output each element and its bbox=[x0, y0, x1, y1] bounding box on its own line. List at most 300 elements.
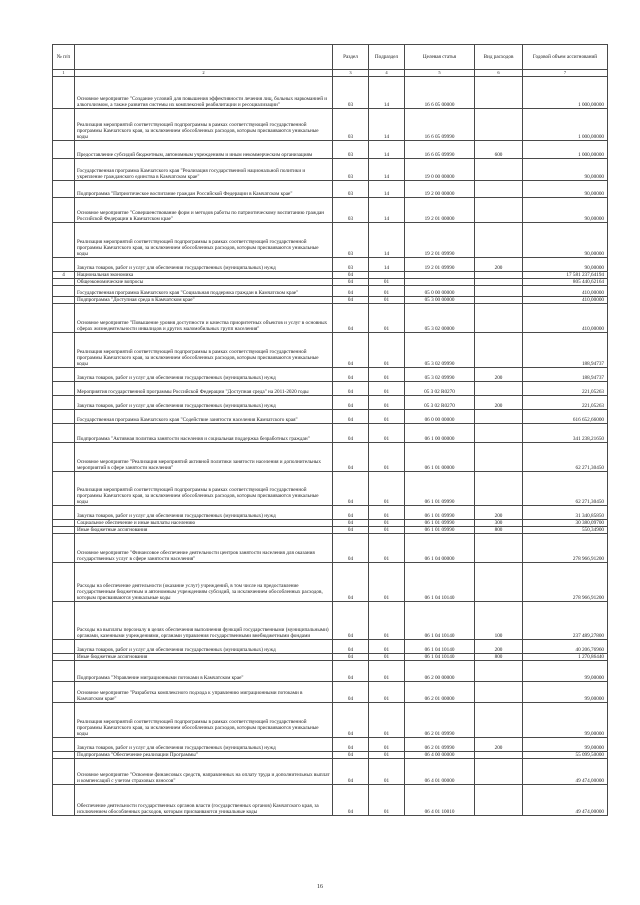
row-amount: 550,34900 bbox=[523, 527, 608, 534]
row-target-article: 06 1 01 00000 bbox=[405, 443, 475, 472]
row-subsection: 01 bbox=[369, 527, 405, 534]
row-subsection: 01 bbox=[369, 759, 405, 785]
row-name: Государственная программа Камчатского края "Содействие занятости населения Камчатского края" bbox=[75, 410, 333, 424]
row-target-article: 06 1 00 00000 bbox=[405, 424, 475, 443]
row-expense-type bbox=[475, 77, 523, 109]
row-expense-type: 200 bbox=[475, 506, 523, 520]
row-name: Расходы на обеспечение деятельности (оказание услуг) учреждений, в том числе на предоставление государственным бюджетным и автономным учреждениям субсидий, за исключением обособленных расходов, которым присваиваются уникальные коды bbox=[75, 563, 333, 602]
table-row bbox=[53, 527, 608, 534]
row-expense-type bbox=[475, 785, 523, 816]
row-subsection: 01 bbox=[369, 640, 405, 654]
row-subsection: 01 bbox=[369, 286, 405, 297]
row-expense-type bbox=[475, 759, 523, 785]
row-name: Подпрограмма "Обеспечение реализации Программы" bbox=[75, 752, 333, 759]
row-expense-type bbox=[475, 304, 523, 333]
row-amount: 410,00000 bbox=[523, 304, 608, 333]
row-target-article: 19 2 01 00000 bbox=[405, 198, 475, 223]
row-amount: 49 474,00000 bbox=[523, 759, 608, 785]
row-amount: 410,00000 bbox=[523, 297, 608, 304]
row-expense-type bbox=[475, 563, 523, 602]
table-row bbox=[53, 472, 608, 506]
header-section: Раздел bbox=[333, 45, 369, 70]
row-number bbox=[53, 368, 75, 382]
table-row bbox=[53, 640, 608, 654]
row-expense-type: 800 bbox=[475, 654, 523, 661]
row-amount: 90,00000 bbox=[523, 159, 608, 181]
row-section: 04 bbox=[333, 752, 369, 759]
row-target-article: 19 2 00 00000 bbox=[405, 181, 475, 198]
row-number bbox=[53, 661, 75, 682]
row-subsection: 14 bbox=[369, 141, 405, 159]
row-subsection: 01 bbox=[369, 424, 405, 443]
table-row bbox=[53, 602, 608, 640]
row-number bbox=[53, 181, 75, 198]
row-subsection: 01 bbox=[369, 534, 405, 563]
row-amount: 55 099,50000 bbox=[523, 752, 608, 759]
row-name: Закупка товаров, работ и услуг для обеспечения государственных (муниципальных) нужд bbox=[75, 368, 333, 382]
row-target-article: 19 2 01 09990 bbox=[405, 223, 475, 258]
row-subsection: 01 bbox=[369, 654, 405, 661]
row-subsection: 01 bbox=[369, 279, 405, 286]
row-name: Закупка товаров, работ и услуг для обеспечения государственных (муниципальных) нужд bbox=[75, 396, 333, 410]
row-name: Закупка товаров, работ и услуг для обеспечения государственных (муниципальных) нужд bbox=[75, 506, 333, 520]
column-number: 4 bbox=[369, 70, 405, 77]
row-target-article bbox=[405, 279, 475, 286]
table-row bbox=[53, 304, 608, 333]
row-name: Реализация мероприятий соответствующей подпрограммы в рамках соответствующей государственной программы Камчатского края, за исключением обособленных расходов, которым присваиваются уникальные коды bbox=[75, 109, 333, 141]
row-number bbox=[53, 396, 75, 410]
row-name: Предоставление субсидий бюджетным, автономным учреждениям и иным некоммерческим организациям bbox=[75, 141, 333, 159]
table-row bbox=[53, 506, 608, 520]
row-name: Основное мероприятие "Повышение уровня доступности и качества приоритетных объектов и услуг в основных сферах жизнедеятельности инвалидов и других маломобильных групп населения" bbox=[75, 304, 333, 333]
row-number bbox=[53, 286, 75, 297]
row-subsection: 01 bbox=[369, 368, 405, 382]
row-subsection: 01 bbox=[369, 785, 405, 816]
row-subsection: 01 bbox=[369, 703, 405, 738]
row-subsection: 01 bbox=[369, 506, 405, 520]
header-row bbox=[53, 45, 608, 70]
row-number bbox=[53, 752, 75, 759]
row-target-article: 06 2 00 00000 bbox=[405, 661, 475, 682]
row-target-article: 05 3 02 R0270 bbox=[405, 396, 475, 410]
row-name: Общеэкономические вопросы bbox=[75, 279, 333, 286]
row-number bbox=[53, 279, 75, 286]
row-section: 04 bbox=[333, 602, 369, 640]
row-target-article: 06 1 01 09990 bbox=[405, 520, 475, 527]
row-subsection: 14 bbox=[369, 109, 405, 141]
table-row bbox=[53, 396, 608, 410]
row-amount: 1 000,00000 bbox=[523, 141, 608, 159]
row-name: Социальное обеспечение и иные выплаты населению bbox=[75, 520, 333, 527]
table-row bbox=[53, 424, 608, 443]
table-row bbox=[53, 141, 608, 159]
row-subsection: 01 bbox=[369, 661, 405, 682]
budget-table-page bbox=[52, 44, 607, 816]
table-row bbox=[53, 534, 608, 563]
row-section: 03 bbox=[333, 258, 369, 272]
row-name: Закупка товаров, работ и услуг для обеспечения государственных (муниципальных) нужд bbox=[75, 640, 333, 654]
table-row bbox=[53, 181, 608, 198]
row-amount: 1 000,00000 bbox=[523, 77, 608, 109]
row-number bbox=[53, 602, 75, 640]
row-amount: 40 206,76960 bbox=[523, 640, 608, 654]
row-target-article: 06 2 01 00000 bbox=[405, 682, 475, 703]
table-row bbox=[53, 159, 608, 181]
row-expense-type bbox=[475, 279, 523, 286]
column-number: 6 bbox=[475, 70, 523, 77]
table-row bbox=[53, 333, 608, 368]
row-target-article: 05 3 02 09990 bbox=[405, 368, 475, 382]
header-expense-type: Вид расходов bbox=[475, 45, 523, 70]
row-number bbox=[53, 738, 75, 752]
row-number bbox=[53, 640, 75, 654]
row-expense-type: 200 bbox=[475, 396, 523, 410]
table-row bbox=[53, 279, 608, 286]
row-section: 04 bbox=[333, 279, 369, 286]
row-section: 04 bbox=[333, 443, 369, 472]
row-number bbox=[53, 520, 75, 527]
row-number bbox=[53, 141, 75, 159]
row-expense-type: 200 bbox=[475, 640, 523, 654]
row-name: Основное мероприятие "Реализация мероприятий активной политики занятости населения и дополнительных мероприятий в сфере занятости населения" bbox=[75, 443, 333, 472]
row-section: 03 bbox=[333, 109, 369, 141]
row-name: Закупка товаров, работ и услуг для обеспечения государственных (муниципальных) нужд bbox=[75, 738, 333, 752]
row-amount: 1 270,86440 bbox=[523, 654, 608, 661]
row-section: 04 bbox=[333, 682, 369, 703]
row-subsection: 01 bbox=[369, 333, 405, 368]
row-name: Основное мероприятие "Освоение финансовых средств, направленных на оплату труда и дополнительных выплат и компенсаций с учетом страховых взносов" bbox=[75, 759, 333, 785]
row-name: Основное мероприятие "Создание условий для повышения эффективности лечения лиц, больных наркоманией и алкоголизмом, а также развития системы их комплексной реабилитации и ресоциализации" bbox=[75, 77, 333, 109]
row-target-article: 06 1 04 10140 bbox=[405, 602, 475, 640]
row-number bbox=[53, 198, 75, 223]
table-row bbox=[53, 223, 608, 258]
row-section: 04 bbox=[333, 424, 369, 443]
row-name: Мероприятия государственной программы Российской Федерации "Доступная среда" на 2011-2020 годы bbox=[75, 382, 333, 396]
row-amount: 616 652,66000 bbox=[523, 410, 608, 424]
row-amount: 90,00000 bbox=[523, 223, 608, 258]
table-row bbox=[53, 382, 608, 396]
row-name: Иные бюджетные ассигнования bbox=[75, 654, 333, 661]
row-subsection: 01 bbox=[369, 682, 405, 703]
table-row bbox=[53, 682, 608, 703]
row-expense-type bbox=[475, 223, 523, 258]
row-section: 04 bbox=[333, 396, 369, 410]
row-name: Государственная программа Камчатского края "Реализация государственной национальной политики и укрепление гражданского единства в Камчатском крае" bbox=[75, 159, 333, 181]
row-expense-type: 300 bbox=[475, 520, 523, 527]
row-subsection bbox=[369, 272, 405, 279]
row-amount: 90,00000 bbox=[523, 258, 608, 272]
row-amount: 188,94737 bbox=[523, 333, 608, 368]
row-amount: 341 238,21650 bbox=[523, 424, 608, 443]
row-expense-type bbox=[475, 443, 523, 472]
row-expense-type bbox=[475, 297, 523, 304]
row-amount: 31 340,85850 bbox=[523, 506, 608, 520]
row-expense-type: 200 bbox=[475, 258, 523, 272]
row-expense-type bbox=[475, 703, 523, 738]
row-expense-type bbox=[475, 382, 523, 396]
row-section: 04 bbox=[333, 534, 369, 563]
row-section: 04 bbox=[333, 654, 369, 661]
table-row bbox=[53, 109, 608, 141]
row-section: 04 bbox=[333, 640, 369, 654]
row-section: 04 bbox=[333, 738, 369, 752]
row-amount: 17 581 237,64194 bbox=[523, 272, 608, 279]
table-row bbox=[53, 661, 608, 682]
row-amount: 221,05263 bbox=[523, 382, 608, 396]
row-amount: 49 474,00000 bbox=[523, 785, 608, 816]
row-number bbox=[53, 682, 75, 703]
row-number bbox=[53, 109, 75, 141]
page-number: 16 bbox=[317, 884, 323, 890]
row-target-article: 06 1 04 00000 bbox=[405, 534, 475, 563]
row-subsection: 01 bbox=[369, 396, 405, 410]
row-subsection: 01 bbox=[369, 563, 405, 602]
row-number bbox=[53, 382, 75, 396]
row-number bbox=[53, 424, 75, 443]
row-number bbox=[53, 304, 75, 333]
row-target-article: 16 6 05 00000 bbox=[405, 77, 475, 109]
row-expense-type: 200 bbox=[475, 738, 523, 752]
row-target-article: 05 3 02 00000 bbox=[405, 304, 475, 333]
row-name: Подпрограмма "Патриотическое воспитание граждан Российской Федерации в Камчатском крае" bbox=[75, 181, 333, 198]
row-section: 04 bbox=[333, 506, 369, 520]
table-row bbox=[53, 258, 608, 272]
row-section: 04 bbox=[333, 759, 369, 785]
row-target-article: 06 1 01 09990 bbox=[405, 527, 475, 534]
row-number bbox=[53, 759, 75, 785]
row-number bbox=[53, 785, 75, 816]
row-name: Закупка товаров, работ и услуг для обеспечения государственных (муниципальных) нужд bbox=[75, 258, 333, 272]
row-name: Реализация мероприятий соответствующей подпрограммы в рамках соответствующей государственной программы Камчатского края, за исключением обособленных расходов, которым присваиваются уникальные коды bbox=[75, 703, 333, 738]
table-row bbox=[53, 286, 608, 297]
row-target-article: 06 1 01 09990 bbox=[405, 506, 475, 520]
table-row bbox=[53, 520, 608, 527]
row-amount: 99,00000 bbox=[523, 738, 608, 752]
header-subsection: Подраздел bbox=[369, 45, 405, 70]
row-target-article: 05 3 02 R0270 bbox=[405, 382, 475, 396]
row-amount: 30 380,09700 bbox=[523, 520, 608, 527]
row-expense-type bbox=[475, 109, 523, 141]
row-subsection: 01 bbox=[369, 382, 405, 396]
row-amount: 805 440,62164 bbox=[523, 279, 608, 286]
column-number: 5 bbox=[405, 70, 475, 77]
table-row bbox=[53, 738, 608, 752]
row-section: 04 bbox=[333, 297, 369, 304]
row-section: 04 bbox=[333, 785, 369, 816]
row-section: 03 bbox=[333, 77, 369, 109]
row-section: 03 bbox=[333, 198, 369, 223]
table-row bbox=[53, 368, 608, 382]
column-number: 7 bbox=[523, 70, 608, 77]
row-target-article: 06 1 01 09990 bbox=[405, 472, 475, 506]
row-name: Подпрограмма "Активная политика занятости населения и социальная поддержка безработных граждан" bbox=[75, 424, 333, 443]
header-number: № п/п bbox=[53, 45, 75, 70]
row-target-article: 05 3 00 00000 bbox=[405, 297, 475, 304]
row-amount: 221,05263 bbox=[523, 396, 608, 410]
row-subsection: 01 bbox=[369, 752, 405, 759]
row-section: 04 bbox=[333, 382, 369, 396]
column-number: 2 bbox=[75, 70, 333, 77]
row-expense-type bbox=[475, 181, 523, 198]
header-name bbox=[75, 45, 333, 70]
row-amount: 62 271,30450 bbox=[523, 443, 608, 472]
row-section: 04 bbox=[333, 472, 369, 506]
row-section: 03 bbox=[333, 141, 369, 159]
row-expense-type bbox=[475, 286, 523, 297]
table-row bbox=[53, 752, 608, 759]
table-row bbox=[53, 654, 608, 661]
row-target-article: 06 2 01 09990 bbox=[405, 703, 475, 738]
row-number bbox=[53, 654, 75, 661]
row-number bbox=[53, 297, 75, 304]
row-section: 04 bbox=[333, 703, 369, 738]
row-number bbox=[53, 443, 75, 472]
row-name: Подпрограмма "Доступная среда в Камчатском крае" bbox=[75, 297, 333, 304]
row-number bbox=[53, 563, 75, 602]
row-name: Основное мероприятие "Финансовое обеспечение деятельности центров занятости населения для оказания государственных услуг в сфере занятости населения" bbox=[75, 534, 333, 563]
row-name: Реализация мероприятий соответствующей подпрограммы в рамках соответствующей государственной программы Камчатского края, за исключением обособленных расходов, которым присваиваются уникальные коды bbox=[75, 223, 333, 258]
budget-table bbox=[52, 44, 608, 816]
row-subsection: 01 bbox=[369, 304, 405, 333]
row-subsection: 14 bbox=[369, 223, 405, 258]
row-expense-type bbox=[475, 424, 523, 443]
row-section: 04 bbox=[333, 661, 369, 682]
row-subsection: 14 bbox=[369, 77, 405, 109]
row-number bbox=[53, 534, 75, 563]
row-subsection: 01 bbox=[369, 443, 405, 472]
row-amount: 99,00000 bbox=[523, 661, 608, 682]
row-number bbox=[53, 77, 75, 109]
row-section: 04 bbox=[333, 368, 369, 382]
row-expense-type bbox=[475, 410, 523, 424]
row-expense-type bbox=[475, 198, 523, 223]
column-number: 1 bbox=[53, 70, 75, 77]
column-number: 3 bbox=[333, 70, 369, 77]
row-subsection: 01 bbox=[369, 738, 405, 752]
header-annual-amount: Годовой объем ассигнований bbox=[523, 45, 608, 70]
row-number bbox=[53, 410, 75, 424]
row-target-article: 16 6 05 09990 bbox=[405, 141, 475, 159]
row-number bbox=[53, 703, 75, 738]
row-amount: 237 489,27800 bbox=[523, 602, 608, 640]
row-target-article: 06 4 00 00000 bbox=[405, 752, 475, 759]
table-body bbox=[53, 77, 608, 816]
row-target-article: 19 0 00 00000 bbox=[405, 159, 475, 181]
row-target-article: 06 1 04 10140 bbox=[405, 640, 475, 654]
row-name: Государственная программа Камчатского края "Социальная поддержка граждан в Камчатском крае" bbox=[75, 286, 333, 297]
row-name: Иные бюджетные ассигнования bbox=[75, 527, 333, 534]
row-amount: 410,00000 bbox=[523, 286, 608, 297]
row-target-article: 06 0 00 00000 bbox=[405, 410, 475, 424]
row-amount: 188,94737 bbox=[523, 368, 608, 382]
row-expense-type: 200 bbox=[475, 368, 523, 382]
row-expense-type bbox=[475, 661, 523, 682]
row-name: Подпрограмма "Управление миграционными потоками в Камчатском крае" bbox=[75, 661, 333, 682]
row-section: 04 bbox=[333, 527, 369, 534]
table-row bbox=[53, 759, 608, 785]
row-section: 03 bbox=[333, 181, 369, 198]
row-expense-type: 100 bbox=[475, 602, 523, 640]
row-number: 4 bbox=[53, 272, 75, 279]
row-subsection: 01 bbox=[369, 297, 405, 304]
row-number bbox=[53, 333, 75, 368]
row-target-article: 06 1 04 10140 bbox=[405, 654, 475, 661]
row-subsection: 01 bbox=[369, 602, 405, 640]
table-row bbox=[53, 77, 608, 109]
row-subsection: 14 bbox=[369, 181, 405, 198]
row-expense-type bbox=[475, 333, 523, 368]
row-section: 03 bbox=[333, 159, 369, 181]
row-expense-type: 800 bbox=[475, 527, 523, 534]
row-target-article: 06 4 01 00000 bbox=[405, 759, 475, 785]
table-row bbox=[53, 410, 608, 424]
row-subsection: 01 bbox=[369, 410, 405, 424]
row-subsection: 01 bbox=[369, 520, 405, 527]
row-section: 04 bbox=[333, 333, 369, 368]
row-number bbox=[53, 223, 75, 258]
row-target-article: 06 2 01 09990 bbox=[405, 738, 475, 752]
row-amount: 90,00000 bbox=[523, 181, 608, 198]
row-number bbox=[53, 527, 75, 534]
table-row bbox=[53, 563, 608, 602]
row-name: Расходы на выплаты персоналу в целях обеспечения выполнения функций государственными (муниципальными) органами, казенными учреждениями, органами управления государственными внебюджетными фондами bbox=[75, 602, 333, 640]
row-subsection: 14 bbox=[369, 258, 405, 272]
row-section: 04 bbox=[333, 272, 369, 279]
row-amount: 62 271,30450 bbox=[523, 472, 608, 506]
row-name: Основное мероприятие "Совершенствование форм и методов работы по патриотическому воспитанию граждан Российской Федерации в Камчатском крае" bbox=[75, 198, 333, 223]
row-section: 03 bbox=[333, 223, 369, 258]
row-number bbox=[53, 506, 75, 520]
table-row bbox=[53, 785, 608, 816]
row-name: Реализация мероприятий соответствующей подпрограммы в рамках соответствующей государственной программы Камчатского края, за исключением обособленных расходов, которым присваиваются уникальные коды bbox=[75, 333, 333, 368]
row-number bbox=[53, 472, 75, 506]
row-section: 04 bbox=[333, 286, 369, 297]
row-expense-type bbox=[475, 752, 523, 759]
row-subsection: 14 bbox=[369, 198, 405, 223]
row-expense-type: 600 bbox=[475, 141, 523, 159]
table-row bbox=[53, 443, 608, 472]
row-section: 04 bbox=[333, 563, 369, 602]
row-amount: 99,00000 bbox=[523, 682, 608, 703]
row-name: Национальная экономика bbox=[75, 272, 333, 279]
row-section: 04 bbox=[333, 410, 369, 424]
row-amount: 278 966,91200 bbox=[523, 534, 608, 563]
row-amount: 1 000,00000 bbox=[523, 109, 608, 141]
row-subsection: 01 bbox=[369, 472, 405, 506]
row-target-article bbox=[405, 272, 475, 279]
row-number bbox=[53, 258, 75, 272]
row-target-article: 05 3 02 09990 bbox=[405, 333, 475, 368]
table-row bbox=[53, 297, 608, 304]
row-subsection: 14 bbox=[369, 159, 405, 181]
row-expense-type bbox=[475, 534, 523, 563]
row-section: 04 bbox=[333, 520, 369, 527]
row-expense-type bbox=[475, 159, 523, 181]
table-row bbox=[53, 703, 608, 738]
table-row bbox=[53, 272, 608, 279]
row-name: Основное мероприятие "Разработка комплексного подхода к управлению миграционными потоками в Камчатском крае" bbox=[75, 682, 333, 703]
row-target-article: 06 4 01 10010 bbox=[405, 785, 475, 816]
row-amount: 99,00000 bbox=[523, 703, 608, 738]
table-row bbox=[53, 198, 608, 223]
row-name: Обеспечение деятельности государственных органов власти (государственных органов) Камчатского края, за исключением обособленных расходов, которым присваиваются уникальные коды bbox=[75, 785, 333, 816]
row-expense-type bbox=[475, 472, 523, 506]
column-number-row bbox=[53, 70, 608, 77]
row-name: Реализация мероприятий соответствующей подпрограммы в рамках соответствующей государственной программы Камчатского края, за исключением обособленных расходов, которым присваиваются уникальные коды bbox=[75, 472, 333, 506]
row-amount: 90,00000 bbox=[523, 198, 608, 223]
row-expense-type bbox=[475, 682, 523, 703]
row-target-article: 06 1 04 10140 bbox=[405, 563, 475, 602]
